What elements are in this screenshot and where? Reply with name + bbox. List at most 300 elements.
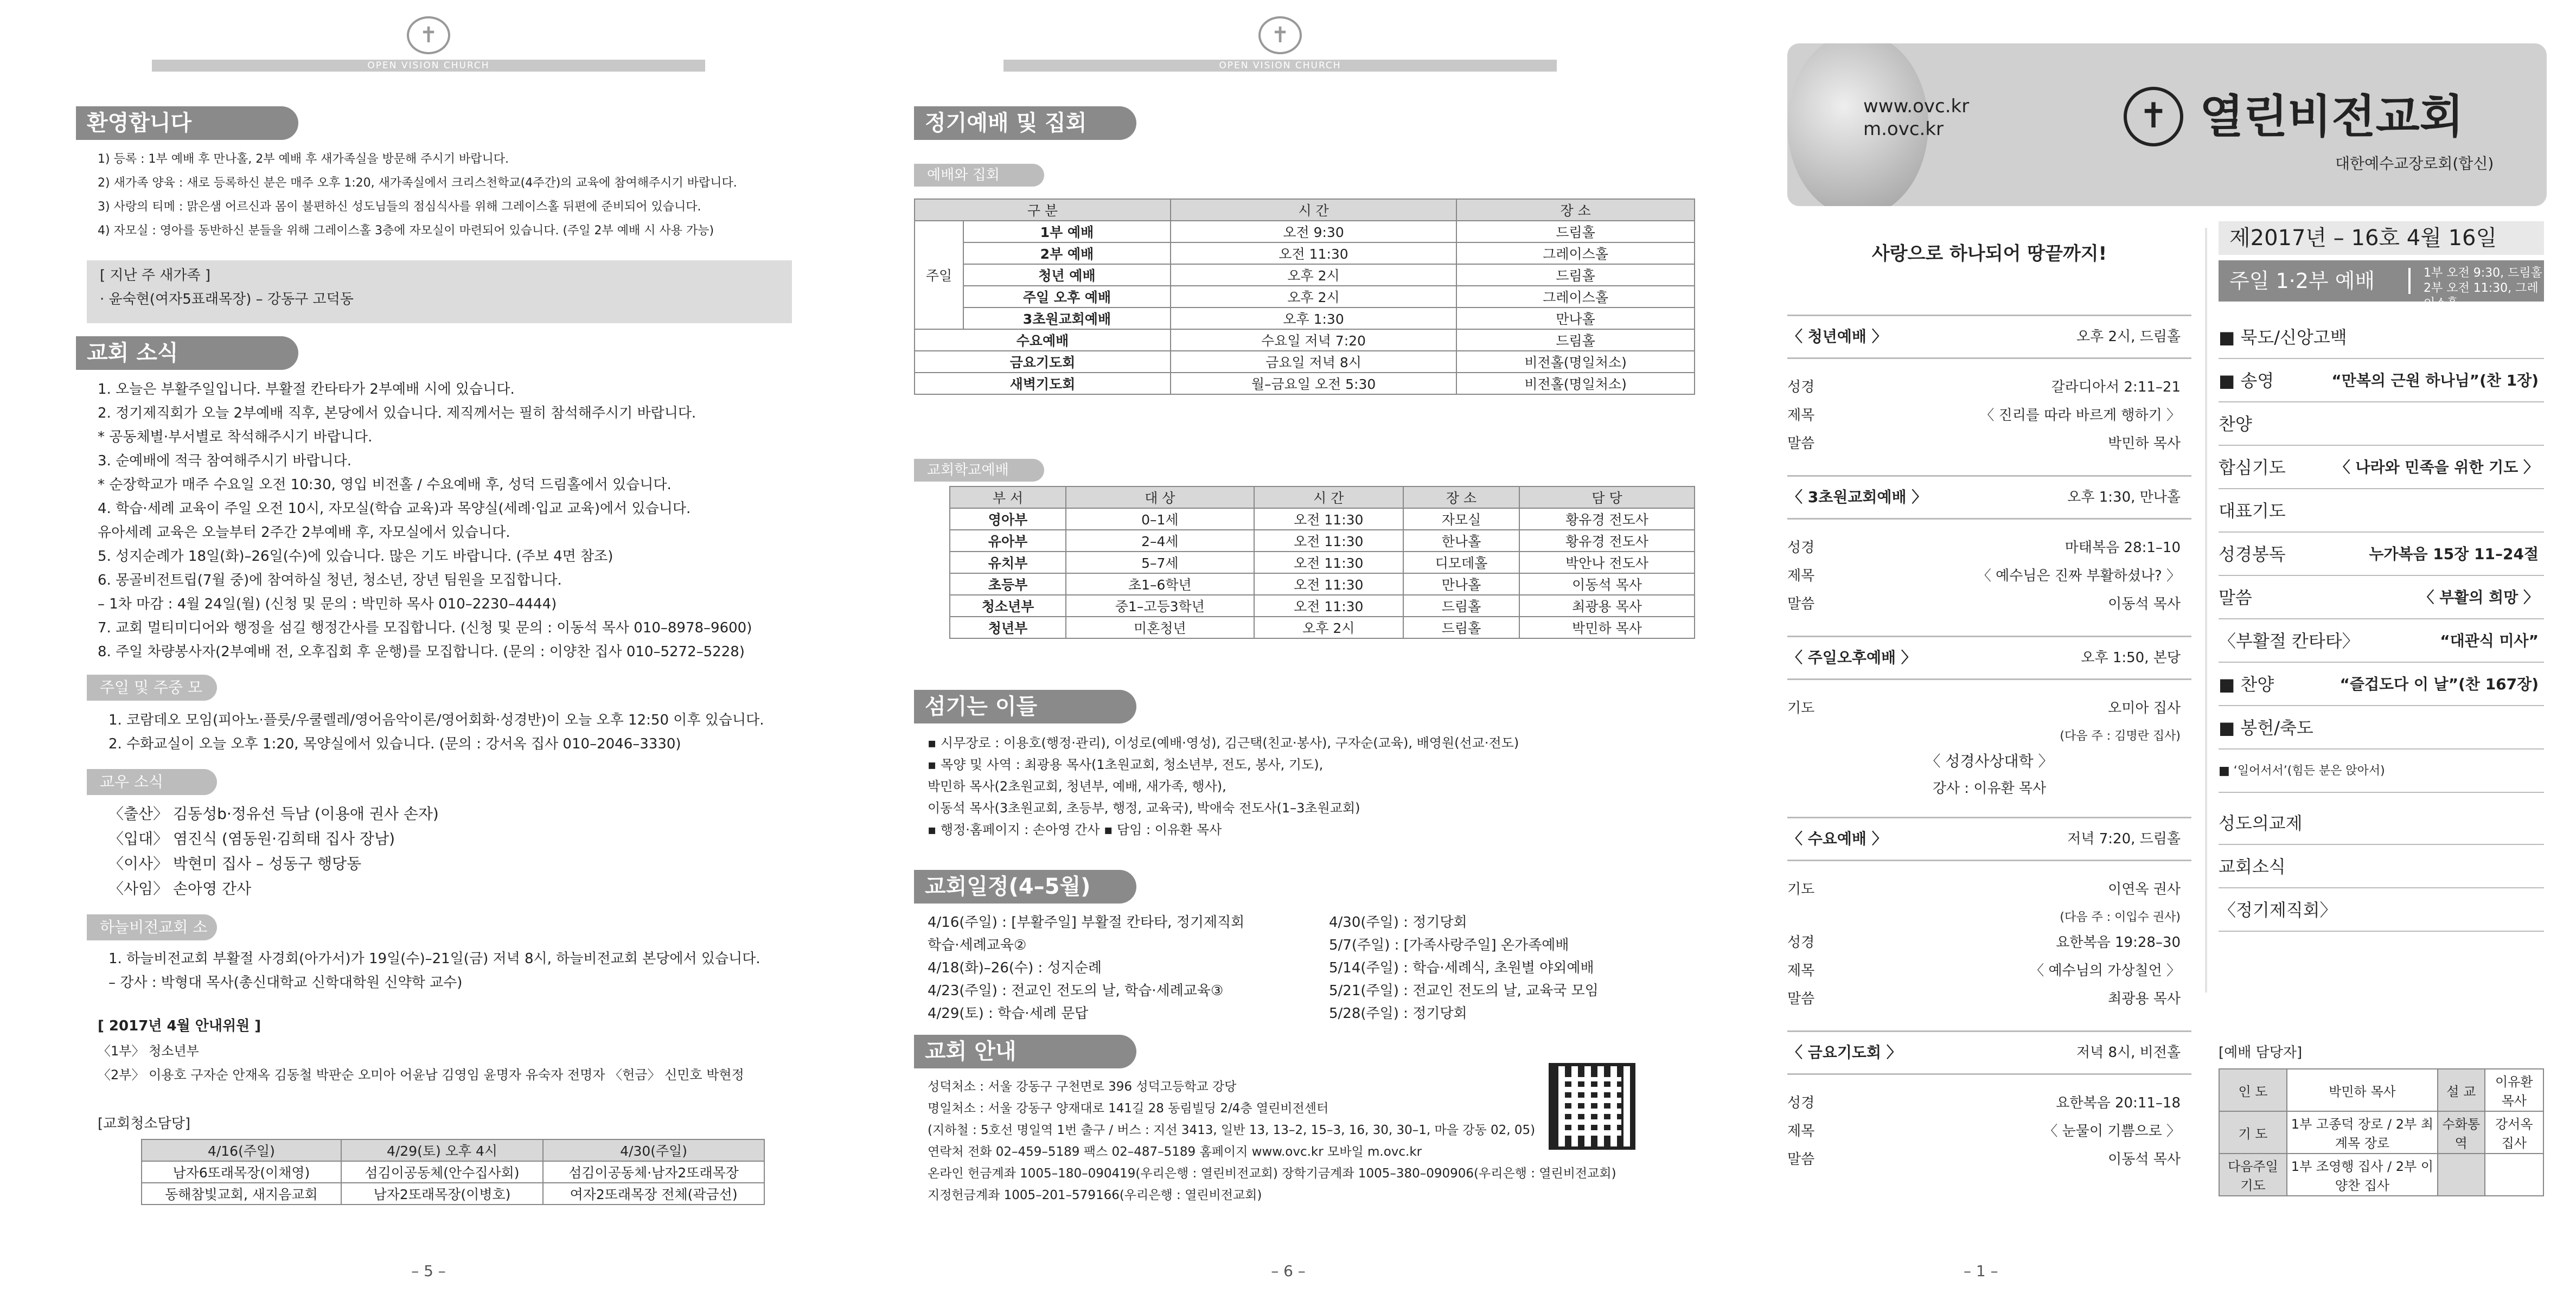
detail-value: 〈 예수님은 진짜 부활하셨나? 〉: [1977, 568, 2181, 584]
detail-label: 말씀: [1787, 991, 1815, 1007]
column-header: 담 당: [1519, 486, 1695, 508]
table-cell: 유치부: [950, 552, 1066, 573]
service-detail: [1787, 1118, 2191, 1144]
members-line: 〈사임〉 손아영 간사: [108, 880, 252, 898]
servants-lines: [928, 732, 1519, 841]
detail-value: 〈 예수님의 가상칠언 〉: [2030, 963, 2181, 979]
table-cell: 박민하 목사: [2287, 1069, 2438, 1111]
table-row: [950, 595, 1695, 617]
school-table: [949, 486, 1695, 639]
table-cell: 한나홀: [1403, 530, 1519, 552]
schedule-item: 4/30(주일) : 정기당회: [1329, 914, 1467, 931]
order-item: [2219, 411, 2544, 437]
order-label: 교회소식: [2219, 856, 2286, 877]
detail-value: 〈 눈물이 기쁨으로 〉: [2043, 1123, 2181, 1139]
table-cell: 청년부: [950, 617, 1066, 638]
page-1: [1720, 0, 2576, 1294]
service-header: [1787, 636, 2191, 680]
service-time: 저녁 7:20, 드림홀: [2067, 831, 2181, 847]
detail-label: 말씀: [1787, 435, 1815, 452]
church-name: 열린비전교회: [2200, 90, 2464, 143]
info-line: (지하철 : 5호선 명일역 1번 출구 / 버스 : 지선 3413, 일반 13, 13–2, 15–3, 16, 30, 30–1, 마을 강동 02, 05): [928, 1123, 1536, 1137]
column-header: 구 분: [915, 199, 1171, 221]
order-item: [2219, 854, 2544, 880]
table-header-row: [142, 1139, 764, 1161]
service-detail: [1787, 876, 2191, 902]
news-line: 3. 순예배에 적극 참여해주시기 바랍니다.: [98, 453, 351, 469]
service-banner: [2219, 260, 2544, 310]
table-cell: [2438, 1154, 2485, 1196]
table-cell: 월–금요일 오전 5:30: [1171, 373, 1456, 394]
website-url[interactable]: www.ovc.kr: [1863, 95, 1970, 117]
table-cell: 드림홀: [1403, 617, 1519, 638]
schedule-item: 4/16(주일) : [부활주일] 부활절 칸타타, 정기제직회: [928, 914, 1245, 931]
table-cell: 주일 오후 예배: [963, 286, 1171, 308]
schedule-item: 4/29(토) : 학습·세례 문답: [928, 1005, 1089, 1022]
table-cell: 드림홀: [1456, 329, 1695, 351]
order-label: 〈부활절 칸타타〉: [2219, 631, 2360, 651]
sunday-school-lines: [108, 708, 764, 756]
detail-label: 성경: [1787, 934, 1815, 951]
order-divider: [2219, 844, 2544, 845]
ushers-lines: [98, 1039, 744, 1087]
detail-label: 제목: [1787, 963, 1815, 979]
sunday-school-title: 주일 및 주중 모임: [87, 675, 217, 701]
welcome-lines: [98, 148, 737, 243]
church-logo-icon: ✝: [2124, 87, 2183, 146]
table-cell: 오전 11:30: [1254, 595, 1403, 617]
welcome-line: 3) 사랑의 티메 : 맑은샘 어르신과 몸이 불편하신 성도님들의 점심식사를 위해 그레이스홀 뒤편에 준비되어 있습니다.: [98, 200, 701, 214]
service-header: [1787, 1030, 2191, 1075]
table-cell: 기 도: [2219, 1111, 2287, 1154]
table-cell: 만나홀: [1456, 308, 1695, 329]
qr-code-icon[interactable]: [1549, 1063, 1635, 1150]
table-cell: 남자2또래목장(이병호): [341, 1183, 543, 1205]
order-divider: [2219, 531, 2544, 533]
detail-label: 성경: [1787, 1095, 1815, 1111]
table-row: [915, 221, 1695, 242]
order-divider: [2219, 748, 2544, 750]
welcome-line: 1) 등록 : 1부 예배 후 만나홀, 2부 예배 후 새가족실을 방문해 주시기 바랍니다.: [98, 152, 509, 166]
table-header-row: [950, 486, 1695, 508]
table-row: [2219, 1111, 2543, 1154]
service-title: 〈 3초원교회예배 〉: [1787, 488, 1927, 506]
order-label: 〈정기제직회〉: [2219, 900, 2337, 920]
service-detail: [1787, 402, 2191, 428]
table-cell: 중1–고등3학년: [1066, 595, 1254, 617]
service-title: 〈 주일오후예배 〉: [1787, 649, 1916, 667]
service-detail: [1787, 431, 2191, 457]
service-detail: [1787, 958, 2191, 984]
table-cell: 황유경 전도사: [1519, 508, 1695, 530]
order-label: 성경봉독: [2219, 544, 2286, 565]
info-title: 교회 안내: [914, 1035, 1136, 1068]
table-header-row: [915, 199, 1695, 221]
table-cell: 금요일 저녁 8시: [1171, 351, 1456, 373]
newfamily-line: · 윤숙현(여자5표래목장) – 강동구 고덕동: [100, 291, 354, 308]
denomination: 대한예수교장로회(합신): [2335, 155, 2494, 172]
top-banner: [1787, 43, 2547, 206]
order-label: ■ 송영: [2219, 370, 2274, 391]
service-note: (다음 주 : 이입수 권사): [2060, 911, 2181, 924]
table-cell: 오후 1:30: [1171, 308, 1456, 329]
column-header: 4/16(주일): [142, 1139, 341, 1161]
order-label: 말씀: [2219, 587, 2252, 608]
table-cell: 수요일 저녁 7:20: [1171, 329, 1456, 351]
order-label: 합심기도: [2219, 457, 2286, 478]
cleaning-table: [141, 1139, 765, 1205]
order-divider: [2219, 887, 2544, 888]
news-title: 교회 소식: [76, 336, 298, 370]
order-value: “대관식 미사”: [2440, 632, 2539, 650]
duty-title: [예배 담당자]: [2219, 1045, 2303, 1061]
table-cell: 드림홀: [1403, 595, 1519, 617]
order-value: “즐겁도다 이 날”(찬 167장): [2340, 675, 2539, 693]
info-line: 성덕처소 : 서울 강동구 구천면로 396 성덕고등학교 강당: [928, 1080, 1237, 1094]
worship-title: 정기예배 및 집회: [914, 106, 1136, 140]
welcome-title: 환영합니다: [76, 106, 298, 140]
members-line: 〈출산〉 김동성b·정유선 득남 (이용애 권사 손자): [108, 805, 439, 823]
order-item: [2219, 810, 2544, 836]
news-line: 4. 학습·세례 교육이 주일 오전 10시, 자모실(학습 교육)과 목양실(세례·입교 교육)에서 있습니다.: [98, 501, 691, 517]
order-divider: [2219, 358, 2544, 359]
table-cell: 섬김이공동체(안수집사회): [341, 1161, 543, 1183]
news-line: 1. 오늘은 부활주일입니다. 부활절 칸타타가 2부예배 시에 있습니다.: [98, 381, 515, 398]
schedule-item: 5/28(주일) : 정기당회: [1329, 1005, 1467, 1022]
column-header: 장 소: [1403, 486, 1519, 508]
members-line: 〈이사〉 박현미 집사 – 성동구 행당동: [108, 855, 362, 873]
table-cell: 금요기도회: [915, 351, 1171, 373]
service-divider: [2408, 268, 2411, 294]
row-group: 주일: [915, 221, 963, 329]
members-title: 교우 소식: [87, 769, 217, 795]
table-cell: 5–7세: [1066, 552, 1254, 573]
members-line: 〈입대〉 염진식 (염동원·김희태 집사 장남): [108, 830, 395, 848]
table-cell: 그레이스홀: [1456, 286, 1695, 308]
detail-label: 말씀: [1787, 1151, 1815, 1168]
sister-church-line: – 강사 : 박형대 목사(총신대학교 신학대학원 신약학 교수): [108, 975, 463, 991]
info-line: 온라인 헌금계좌 1005–180–090419(우리은행 : 열린비전교회) 장학기금계좌 1005–380–090906(우리은행 : 열린비전교회): [928, 1167, 1616, 1181]
table-row: [915, 373, 1695, 394]
news-line: 유아세례 교육은 오늘부터 2주간 2부예배 후, 자모실에서 있습니다.: [98, 524, 510, 541]
service-times: [2424, 266, 2544, 311]
table-cell: 남자6또래목장(이채영): [142, 1161, 341, 1183]
detail-value: 이동석 목사: [2108, 1151, 2181, 1168]
order-value: “만복의 근원 하나님”(찬 1장): [2331, 371, 2539, 389]
order-label: 찬양: [2219, 414, 2252, 434]
table-row: [142, 1161, 764, 1183]
detail-label: 기도: [1787, 700, 1815, 716]
table-row: [915, 242, 1695, 264]
newfamily-title: [ 지난 주 새가족 ]: [100, 267, 211, 284]
table-cell: 다음주일 기도: [2219, 1154, 2287, 1196]
table-cell: 1부 고종덕 장로 / 2부 최계목 장로: [2287, 1111, 2438, 1154]
info-line: 지정헌금계좌 1005–201–579166(우리은행 : 열린비전교회): [928, 1188, 1262, 1202]
column-header: 장 소: [1456, 199, 1695, 221]
order-value: 누가복음 15장 11–24절: [2369, 545, 2539, 563]
detail-value: 요한복음 19:28–30: [2056, 934, 2181, 951]
sister-church-title: 하늘비전교회 소식: [87, 914, 217, 940]
table-cell: 오전 9:30: [1171, 221, 1456, 242]
table-cell: 미혼청년: [1066, 617, 1254, 638]
service-time: 오후 1:50, 본당: [2081, 650, 2181, 666]
table-cell: 유아부: [950, 530, 1066, 552]
news-lines: [98, 377, 752, 664]
order-divider: [2219, 662, 2544, 663]
service-time-1: 1부 오전 9:30, 드림홀: [2424, 266, 2542, 280]
service-note: (다음 주 : 김명란 집사): [2060, 729, 2181, 743]
order-divider: [2219, 705, 2544, 706]
members-lines: [108, 802, 439, 901]
service-title: 〈 수요예배 〉: [1787, 830, 1887, 848]
schedule-item: 5/7(주일) : [가족사랑주일] 온가족예배: [1329, 937, 1569, 953]
table-cell: 인 도: [2219, 1069, 2287, 1111]
order-divider: [2219, 488, 2544, 489]
sister-church-line: 1. 하늘비전교회 부활절 사경회(아가서)가 19일(수)–21일(금) 저녁 8시, 하늘비전교회 본당에서 있습니다.: [108, 951, 760, 967]
table-cell: 황유경 전도사: [1519, 530, 1695, 552]
order-item: [2219, 671, 2544, 697]
news-line: * 순장학교가 매주 수요일 오전 10:30, 영입 비전홀 / 수요예배 후, 성덕 드림홀에서 있습니다.: [98, 477, 672, 493]
table-cell: 2–4세: [1066, 530, 1254, 552]
detail-value: 이동석 목사: [2108, 596, 2181, 612]
service-detail: [1787, 695, 2191, 721]
table-cell: 자모실: [1403, 508, 1519, 530]
detail-value: 박민하 목사: [2108, 435, 2181, 452]
column-header: 대 상: [1066, 486, 1254, 508]
newfamily-box: [87, 260, 792, 323]
church-logo-icon: ✝: [407, 16, 450, 54]
detail-label: 말씀: [1787, 596, 1815, 612]
order-value: 〈 부활의 희망 〉: [2419, 588, 2539, 606]
table-cell: 새벽기도회: [915, 373, 1171, 394]
order-label: ■ 찬양: [2219, 674, 2274, 695]
schedule-item: 5/21(주일) : 전교인 전도의 날, 교육국 모임: [1329, 983, 1599, 999]
table-row: [2219, 1069, 2543, 1111]
news-line: – 1차 마감 : 4월 24일(월) (신청 및 문의 : 박민하 목사 010–2230–4444): [98, 596, 557, 612]
table-cell: 1부 예배: [963, 221, 1171, 242]
table-cell: 비전홀(명일처소): [1456, 373, 1695, 394]
table-row: [950, 573, 1695, 595]
news-line: 7. 교회 멀티미디어와 행정을 섬길 행정간사를 모집합니다. (신청 및 문의 : 이동석 목사 010–8978–9600): [98, 620, 752, 636]
order-label: ■ ‘일어서서’(힘든 분은 앉아서): [2219, 764, 2385, 778]
table-cell: 오전 11:30: [1254, 573, 1403, 595]
ushers-title: [ 2017년 4월 안내위원 ]: [98, 1018, 261, 1034]
order-label: 성도의교제: [2219, 813, 2303, 834]
info-line: 연락처 전화 02–459–5189 팩스 02–487–5189 홈페이지 www.ovc.kr 모바일 m.ovc.kr: [928, 1145, 1422, 1159]
page-number: – 5 –: [411, 1262, 446, 1280]
detail-label: 제목: [1787, 407, 1815, 424]
detail-value: 〈 진리를 따라 바르게 행하기 〉: [1980, 407, 2181, 424]
service-detail: [1787, 374, 2191, 400]
table-cell: 만나홀: [1403, 573, 1519, 595]
order-divider: [2219, 931, 2544, 932]
column-divider: [2205, 228, 2207, 992]
table-cell: 강서옥 집사: [2485, 1111, 2543, 1154]
table-cell: 드림홀: [1456, 264, 1695, 286]
order-divider: [2219, 575, 2544, 576]
page-5: [0, 0, 857, 1294]
service-time-2: 2부 오전 11:30, 그레이스홀: [2424, 281, 2539, 310]
welcome-line: 4) 자모실 : 영아를 동반하신 분들을 위해 그레이스홀 3층에 자모실이 마련되어 있습니다. (주일 2부 예배 시 사용 가능): [98, 224, 714, 238]
table-cell: 동해참빛교회, 새지음교회: [142, 1183, 341, 1205]
sister-church-lines: [108, 947, 760, 995]
slogan: 사랑으로 하나되어 땅끝까지!: [1871, 243, 2107, 265]
column-header: 4/30(주일): [543, 1139, 764, 1161]
service-time: 오후 2시, 드림홀: [2076, 329, 2181, 345]
service-detail: [1787, 1146, 2191, 1173]
page-number: – 6 –: [1271, 1262, 1306, 1280]
school-subtitle: 교회학교예배: [914, 459, 1044, 482]
table-row: [950, 617, 1695, 638]
service-detail: [1787, 930, 2191, 956]
news-line: * 공동체별·부서별로 착석해주시기 바랍니다.: [98, 429, 373, 445]
table-cell: 비전홀(명일처소): [1456, 351, 1695, 373]
detail-label: 제목: [1787, 1123, 1815, 1139]
issue-info: 제2017년 – 16호 4월 16일: [2219, 221, 2544, 255]
table-cell: 오후 2시: [1171, 286, 1456, 308]
schedule-item: 학습·세례교육②: [928, 937, 1027, 953]
table-row: [915, 329, 1695, 351]
header-brand: OPEN VISION CHURCH: [1003, 60, 1557, 72]
service-detail: [1787, 563, 2191, 589]
ushers-line: 〈2부〉 이용호 구자순 안재옥 김동철 박판순 오미아 어윤남 김영임 윤명자 유숙자 전명자 〈헌금〉 신민호 박현정: [98, 1067, 744, 1082]
news-line: 8. 주일 차량봉사자(2부예배 전, 오후집회 후 운행)를 모집합니다. (문의 : 이양찬 집사 010–5272–5228): [98, 644, 745, 660]
table-cell: 0–1세: [1066, 508, 1254, 530]
table-cell: 드림홀: [1456, 221, 1695, 242]
table-cell: 수요예배: [915, 329, 1171, 351]
order-item: [2219, 368, 2544, 394]
info-line: 명일처소 : 서울 강동구 양재대로 141길 28 동림빌딩 2/4층 열린비전센터: [928, 1101, 1329, 1116]
table-cell: [2485, 1154, 2543, 1196]
header-brand: OPEN VISION CHURCH: [152, 60, 705, 72]
detail-label: 성경: [1787, 540, 1815, 556]
service-detail: [1787, 1090, 2191, 1116]
page-6: [857, 0, 1720, 1294]
service-detail: [1787, 986, 2191, 1012]
worship-table: [914, 198, 1695, 395]
lecture-title: 〈 성경사상대학 〉: [1925, 752, 2054, 770]
order-item: [2219, 585, 2544, 611]
table-cell: 박민하 목사: [1519, 617, 1695, 638]
detail-label: 기도: [1787, 881, 1815, 898]
table-cell: 오전 11:30: [1171, 242, 1456, 264]
page-number: – 1 –: [1964, 1262, 1998, 1280]
column-header: 부 서: [950, 486, 1066, 508]
table-cell: 오후 2시: [1171, 264, 1456, 286]
table-cell: 이유환 목사: [2485, 1069, 2543, 1111]
service-time: 오후 1:30, 만나홀: [2067, 489, 2181, 505]
column-header: 시 간: [1171, 199, 1456, 221]
ushers-line: 〈1부〉 청소년부: [98, 1043, 199, 1059]
schedule-item: 4/18(화)–26(수) : 성지순례: [928, 960, 1102, 976]
detail-value: 이연옥 권사: [2108, 881, 2181, 898]
duty-table: [2219, 1068, 2544, 1196]
order-divider: [2219, 445, 2544, 446]
table-cell: 이동석 목사: [1519, 573, 1695, 595]
table-cell: 청소년부: [950, 595, 1066, 617]
table-cell: 초1–6학년: [1066, 573, 1254, 595]
table-row: [915, 286, 1695, 308]
service-detail: [1787, 591, 2191, 617]
table-cell: 최광용 목사: [1519, 595, 1695, 617]
order-label: ■ 봉헌/축도: [2219, 718, 2313, 738]
servants-title: 섬기는 이들: [914, 690, 1136, 723]
order-divider: [2219, 618, 2544, 619]
table-cell: 오전 11:30: [1254, 508, 1403, 530]
order-item: [2219, 454, 2544, 481]
schedule-item: 4/23(주일) : 전교인 전도의 날, 학습·세례교육③: [928, 983, 1224, 999]
order-label: ■ 묵도/신앙고백: [2219, 327, 2347, 348]
detail-value: 요한복음 20:11–18: [2056, 1095, 2181, 1111]
order-divider: [2219, 401, 2544, 402]
servants-line: ▪ 행정·홈페이지 : 손아영 간사 ▪ 담임 : 이유환 목사: [928, 822, 1222, 837]
lecturer: 강사 : 이유환 목사: [1932, 780, 2047, 797]
table-row: [2219, 1154, 2543, 1196]
sunday-school-line: 2. 수화교실이 오늘 오후 1:20, 목양실에서 있습니다. (문의 : 강서옥 집사 010–2046–3330): [108, 736, 681, 752]
column-header: 4/29(토) 오후 4시: [341, 1139, 543, 1161]
servants-line: ▪ 목양 및 사역 : 최광용 목사(1초원교회, 청소년부, 전도, 봉사, 기도),: [928, 757, 1324, 772]
service-detail: [1787, 535, 2191, 561]
table-cell: 오후 2시: [1254, 617, 1403, 638]
cleaning-title: [교회청소담당]: [98, 1116, 190, 1132]
table-cell: 청년 예배: [963, 264, 1171, 286]
table-cell: 설 교: [2438, 1069, 2485, 1111]
service-time: 저녁 8시, 비전홀: [2076, 1045, 2181, 1061]
schedule-right: [1329, 911, 1599, 1025]
table-row: [950, 552, 1695, 573]
table-cell: 디모데홀: [1403, 552, 1519, 573]
table-cell: 1부 조영행 집사 / 2부 이양찬 집사: [2287, 1154, 2438, 1196]
service-title: 〈 금요기도회 〉: [1787, 1043, 1902, 1061]
servants-line: 박민하 목사(2초원교회, 청년부, 예배, 새가족, 행사),: [928, 779, 1226, 794]
table-row: [915, 264, 1695, 286]
page-header: [1003, 16, 1557, 76]
service-header: [1787, 475, 2191, 520]
schedule-item: 5/14(주일) : 학습·세례식, 초원별 야외예배: [1329, 960, 1594, 976]
order-item: [2219, 324, 2544, 350]
table-cell: 여자2또래목장 전체(곽금선): [543, 1183, 764, 1205]
table-cell: 오전 11:30: [1254, 530, 1403, 552]
schedule-left: [928, 911, 1244, 1025]
worship-subtitle: 예배와 집회: [914, 164, 1044, 187]
order-value: 〈 나라와 민족을 위한 기도 〉: [2335, 458, 2539, 476]
news-line: 6. 몽골비전트립(7월 중)에 참여하실 청년, 청소년, 장년 팀원을 모집합니다.: [98, 572, 562, 588]
detail-value: 오미아 집사: [2108, 700, 2181, 716]
order-item: [2219, 715, 2544, 741]
service-title: 〈 청년예배 〉: [1787, 328, 1887, 345]
news-line: 5. 성지순례가 18일(화)–26일(수)에 있습니다. 많은 기도 바랍니다. (주보 4면 참조): [98, 548, 613, 565]
table-cell: 영아부: [950, 508, 1066, 530]
table-cell: 3초원교회예배: [963, 308, 1171, 329]
table-cell: 그레이스홀: [1456, 242, 1695, 264]
detail-value: 갈라디아서 2:11–21: [2051, 379, 2181, 395]
order-item: [2219, 758, 2544, 784]
table-row: [950, 530, 1695, 552]
servants-line: ▪ 시무장로 : 이용호(행정·관리), 이성로(예배·영성), 김근택(친교·봉사), 구자순(교육), 배영원(선교·전도): [928, 735, 1519, 751]
order-divider: [2219, 792, 2544, 793]
news-line: 2. 정기제직회가 오늘 2부예배 직후, 본당에서 있습니다. 제직께서는 필히 참석해주시기 바랍니다.: [98, 405, 696, 421]
service-header: [1787, 315, 2191, 359]
servants-line: 이동석 목사(3초원교회, 초등부, 행정, 교육국), 박애숙 전도사(1–3초원교회): [928, 800, 1360, 816]
mobile-url[interactable]: m.ovc.kr: [1863, 118, 1944, 140]
schedule-title: 교회일정(4–5월): [914, 870, 1136, 904]
table-cell: 박안나 전도사: [1519, 552, 1695, 573]
order-item: [2219, 628, 2544, 654]
order-item: [2219, 498, 2544, 524]
website-urls: [1863, 95, 1969, 140]
order-item: [2219, 541, 2544, 567]
service-header: [1787, 817, 2191, 861]
